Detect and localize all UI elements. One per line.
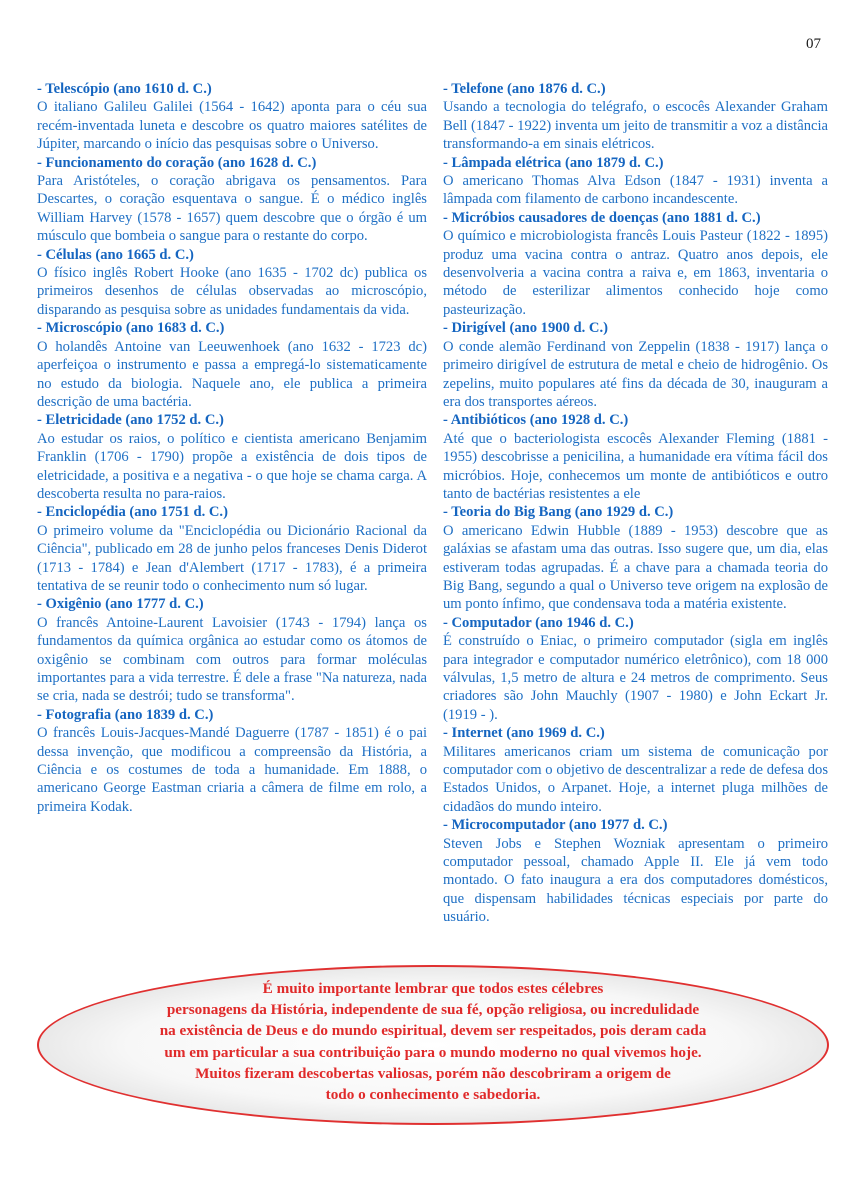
entry-body: Usando a tecnologia do telégrafo, o escocês Alexander Graham Bell (1847 - 1922) inventa um jeito de transmitir a voz a distância transformando-a em sinais elétricos. — [443, 99, 829, 153]
page-number: 07 — [806, 36, 821, 52]
entry-title: - Internet (ano 1969 d. C.) — [443, 725, 605, 742]
entry-enciclopedia — [37, 503, 427, 595]
entry-body: O americano Thomas Alva Edson (1847 - 1931) inventa a lâmpada com filamento de carbono incandescente. — [443, 173, 828, 208]
right-column — [443, 80, 828, 927]
entry-body: O conde alemão Ferdinand von Zeppelin (1838 - 1917) lança o primeiro dirigível de estrutura de metal e cheio de hidrogênio. Os zepelins, muito populares até fins da década de 30, inauguram a era dos transportes aéreos. — [443, 338, 828, 410]
entry-title: - Telescópio (ano 1610 d. C.) — [37, 81, 212, 97]
entry-coracao — [37, 154, 427, 246]
entry-body: Até que o bacteriologista escocês Alexander Fleming (1881 - 1955) descobrisse a penicilina, a humanidade era vítima fácil dos micróbios. Hoje, conhecemos um monte de antibióticos e outro tanto de bactérias resistentes a ele — [443, 430, 828, 502]
entry-body: Para Aristóteles, o coração abrigava os pensamentos. Para Descartes, o coração esquentava o sangue. É o médico inglês William Harvey (1578 - 1657) quem descobre que o órgão é um músculo que bombeia o sangue para o restante do corpo. — [37, 173, 427, 245]
entry-body: O primeiro volume da "Enciclopédia ou Dicionário Racional da Ciência", publicado em 28 de junho pelos franceses Denis Diderot (1713 - 1784) e Jean d'Alembert (1717 - 1783), é a primeira tentativa de se reunir todo o conhecimento num só lugar. — [37, 522, 427, 594]
entry-title: - Micróbios causadores de doenças (ano 1881 d. C.) — [443, 209, 761, 226]
entry-body: O italiano Galileu Galilei (1564 - 1642) aponta para o céu sua recém-inventada luneta e descobre os quatro maiores satélites de Júpiter, marcando o início das pesquisas sobre o Universo. — [37, 99, 427, 153]
entry-body: O americano Edwin Hubble (1889 - 1953) descobre que as galáxias se afastam uma das outras. Isso sugere que, um dia, elas estiveram todas agrupadas. É a chave para a chamada teoria do Big Bang, segundo a qual o Universo teve origem na explosão de um ponto ínfimo, que condensava toda a matéria existente. — [443, 522, 828, 613]
entry-computador — [443, 614, 828, 724]
entry-lampada — [443, 154, 828, 209]
highlight-text — [37, 978, 829, 1105]
entry-body: Ao estudar os raios, o político e cientista americano Benjamim Franklin (1706 - 1790) propõe a existência de dois tipos de eletricidade, a positiva e a negativa - o que hoje se chama carga. A descoberta resulta no para-raios. — [37, 430, 427, 502]
entry-title: - Microscópio (ano 1683 d. C.) — [37, 320, 225, 337]
entry-title: - Dirigível (ano 1900 d. C.) — [443, 320, 608, 337]
entry-title: - Microcomputador (ano 1977 d. C.) — [443, 817, 668, 834]
entry-internet — [443, 724, 828, 816]
entry-body: O francês Louis-Jacques-Mandé Daguerre (1787 - 1851) é o pai dessa invenção, que modificou a compreensão da História, a Ciência e os costumes de toda a humanidade. Em 1888, o americano George Eastman criaria a câmera de filme em rolo, a primeira Kodak. — [37, 725, 427, 815]
entry-dirigivel — [443, 319, 828, 411]
entry-body: Steven Jobs e Stephen Wozniak apresentam o primeiro computador pessoal, chamado Apple II. Ele já vem todo montado. O fato inaugura a era dos computadores domésticos, que dispensam habilidades técnicas especiais por parte do usuário. — [443, 835, 828, 926]
entry-title: - Células (ano 1665 d. C.) — [37, 246, 194, 263]
entry-title: - Enciclopédia (ano 1751 d. C.) — [37, 504, 228, 521]
entry-antibioticos — [443, 411, 828, 503]
entry-body: É construído o Eniac, o primeiro computador (sigla em inglês para integrador e computador numérico eletrônico), com 18 000 válvulas, 1,5 metro de altura e 24 metros de comprimento. Seus criadores são John Mauchly (1907 - 1980) e John Eckart Jr. (1919 - ). — [443, 633, 828, 723]
entry-title: - Fotografia (ano 1839 d. C.) — [37, 706, 214, 723]
entry-title: - Lâmpada elétrica (ano 1879 d. C.) — [443, 154, 664, 171]
left-column — [37, 80, 427, 816]
entry-body: O holandês Antoine van Leeuwenhoek (ano 1632 - 1723 dc) aperfeiçoa o instrumento e passa a empregá-lo sistematicamente no estudo da biologia. Naquele ano, ele publica a primeira descrição de uma bactéria. — [37, 338, 427, 410]
entry-title: - Antibióticos (ano 1928 d. C.) — [443, 412, 629, 429]
entry-microscopio — [37, 319, 427, 411]
entry-big-bang — [443, 503, 828, 613]
entry-microcomputador — [443, 816, 828, 926]
entry-body: O químico e microbiologista francês Louis Pasteur (1822 - 1895) produz uma vacina contra o antraz. Quatro anos depois, ele desenvolveria a vacina contra a raiva e, em 1863, inventaria o método de esterilizar alimentos conhecido hoje como pasteurização. — [443, 228, 828, 318]
entry-title: - Teoria do Big Bang (ano 1929 d. C.) — [443, 504, 674, 521]
highlight-line: na existência de Deus e do mundo espiritual, devem ser respeitados, pois deram cada — [159, 1022, 707, 1040]
entry-telefone — [443, 80, 828, 154]
entry-body: O francês Antoine-Laurent Lavoisier (1743 - 1794) lança os fundamentos da química orgânica ao estudar como os átomos de oxigênio se combinam com outros para formar moléculas importantes para a vida terrestre. É dele a frase "Na natureza, nada se cria, nada se destrói; tudo se transforma". — [37, 614, 427, 705]
entry-oxigenio — [37, 595, 427, 705]
highlight-line: todo o conhecimento e sabedoria. — [325, 1086, 541, 1104]
entry-telescopio — [37, 80, 427, 154]
entry-eletricidade — [37, 411, 427, 503]
entry-body: O físico inglês Robert Hooke (ano 1635 - 1702 dc) publica os primeiros desenhos de células observadas ao microscópio, disparando as pesquisa sobre as unidades fundamentais da vida. — [37, 265, 427, 318]
entry-title: - Computador (ano 1946 d. C.) — [443, 614, 634, 631]
entry-title: - Eletricidade (ano 1752 d. C.) — [37, 412, 224, 429]
highlight-line: Muitos fizeram descobertas valiosas, porém não descobriram a origem de — [195, 1064, 671, 1082]
entry-title: - Oxigênio (ano 1777 d. C.) — [37, 596, 204, 613]
entry-microbios — [443, 209, 828, 319]
entry-fotografia — [37, 706, 427, 816]
entry-body: Militares americanos criam um sistema de comunicação por computador com o objetivo de descentralizar a rede de defesa dos Estados Unidos, o Arpanet. Hoje, a internet pluga milhões de cidadãos do mundo inteiro. — [443, 743, 828, 815]
entry-celulas — [37, 246, 427, 320]
highlight-line: um em particular a sua contribuição para o mundo moderno no qual vivemos hoje. — [164, 1043, 702, 1061]
entry-title: - Telefone (ano 1876 d. C.) — [443, 81, 606, 97]
highlight-line: É muito importante lembrar que todos estes célebres — [262, 980, 604, 997]
highlight-line: personagens da História, independente de sua fé, opção religiosa, ou incredulidade — [166, 1001, 700, 1019]
entry-title: - Funcionamento do coração (ano 1628 d. C.) — [37, 154, 317, 171]
